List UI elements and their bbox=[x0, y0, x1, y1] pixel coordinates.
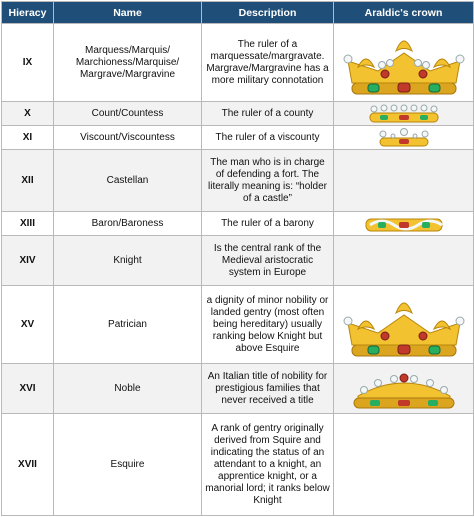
baron-crown-icon bbox=[362, 213, 446, 235]
rank-name: Esquire bbox=[54, 414, 202, 516]
crown-cell bbox=[334, 150, 474, 212]
table-row bbox=[2, 126, 474, 150]
crown-cell bbox=[334, 364, 474, 414]
crown-cell bbox=[334, 126, 474, 150]
noble-crown-icon bbox=[344, 366, 464, 412]
table-row bbox=[2, 150, 474, 212]
patrician-crown-icon bbox=[338, 289, 470, 361]
rank-name: Marquess/Marquis/ Marchioness/Marquise/ Margrave/Margravine bbox=[54, 24, 202, 102]
header-crown: Araldic's crown bbox=[334, 2, 474, 24]
marquess-crown-icon bbox=[338, 27, 470, 99]
rank-number: XII bbox=[2, 150, 54, 212]
crown-cell bbox=[334, 102, 474, 126]
nobility-ranks-table bbox=[1, 1, 474, 516]
rank-name: Patrician bbox=[54, 286, 202, 364]
viscount-crown-icon bbox=[374, 127, 434, 149]
rank-name: Baron/Baroness bbox=[54, 212, 202, 236]
rank-description: The man who is in charge of defending a fort. The literally meaning is: “holder of a castle” bbox=[202, 150, 334, 212]
header-rank: Hieracy bbox=[2, 2, 54, 24]
crown-cell bbox=[334, 212, 474, 236]
rank-description: a dignity of minor nobility or landed gentry (most often being hereditary) usually ranking below Knight but above Esquire bbox=[202, 286, 334, 364]
table-row bbox=[2, 102, 474, 126]
rank-description: The ruler of a barony bbox=[202, 212, 334, 236]
table-row bbox=[2, 212, 474, 236]
header-name: Name bbox=[54, 2, 202, 24]
rank-number: XVII bbox=[2, 414, 54, 516]
rank-name: Knight bbox=[54, 236, 202, 286]
rank-number: X bbox=[2, 102, 54, 126]
rank-name: Noble bbox=[54, 364, 202, 414]
rank-description: The ruler of a marquessate/margravate. Margrave/Margravine has a more military connotation bbox=[202, 24, 334, 102]
rank-description: Is the central rank of the Medieval aristocratic system in Europe bbox=[202, 236, 334, 286]
crown-cell bbox=[334, 414, 474, 516]
rank-name: Castellan bbox=[54, 150, 202, 212]
table-row bbox=[2, 236, 474, 286]
rank-number: XV bbox=[2, 286, 54, 364]
rank-description: The ruler of a viscounty bbox=[202, 126, 334, 150]
rank-description: An Italian title of nobility for prestigious families that never received a title bbox=[202, 364, 334, 414]
table-row bbox=[2, 414, 474, 516]
rank-number: XI bbox=[2, 126, 54, 150]
rank-number: XIV bbox=[2, 236, 54, 286]
table-header-row bbox=[2, 2, 474, 24]
rank-name: Viscount/Viscountess bbox=[54, 126, 202, 150]
rank-number: IX bbox=[2, 24, 54, 102]
table-row bbox=[2, 24, 474, 102]
rank-number: XVI bbox=[2, 364, 54, 414]
crown-cell bbox=[334, 286, 474, 364]
rank-name: Count/Countess bbox=[54, 102, 202, 126]
rank-description: The ruler of a county bbox=[202, 102, 334, 126]
table-row bbox=[2, 364, 474, 414]
rank-description: A rank of gentry originally derived from Squire and indicating the status of an attendant to a knight, an apprentice knight, or a manorial lord; it ranks below Knight bbox=[202, 414, 334, 516]
crown-cell bbox=[334, 236, 474, 286]
table-row bbox=[2, 286, 474, 364]
crown-cell bbox=[334, 24, 474, 102]
rank-number: XIII bbox=[2, 212, 54, 236]
count-crown-icon bbox=[364, 103, 444, 125]
header-description: Description bbox=[202, 2, 334, 24]
